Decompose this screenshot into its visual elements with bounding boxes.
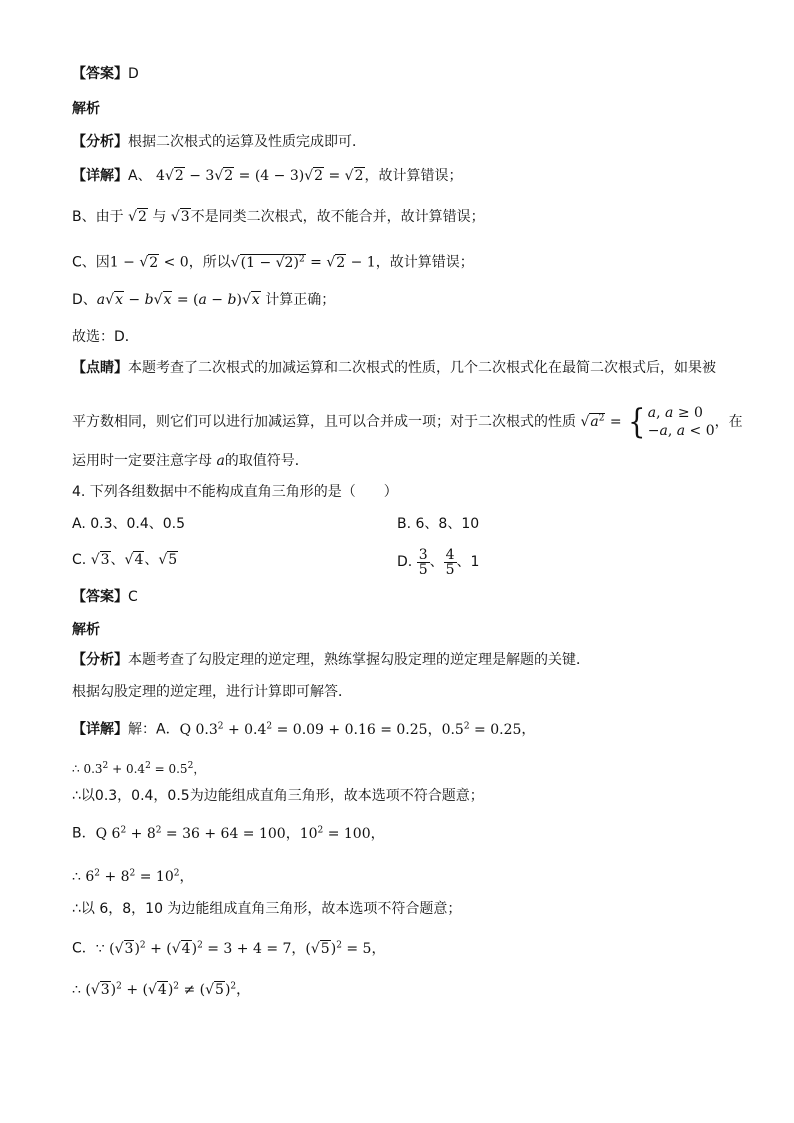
formula-d: a√x − b√x = (a − b)√x [96, 292, 260, 308]
fenxi-tag: 【分析】 [72, 652, 128, 668]
formula-q4-a: Q $0.3^2 + 0.4^2 = 0.09 + 0.16 = 0.25$，$0.5^2 = 0.25$ [179, 721, 522, 738]
formula-q4-a2: ∴ $0.3^2 + 0.4^2 = 0.5^2$， [72, 761, 206, 776]
option-c: C. √3、√4、√5 [72, 552, 178, 568]
option-a: A. 0.3、0.4、0.5 [72, 516, 186, 532]
brace: { [628, 402, 646, 442]
formula-a: 4√2 − 3√2 = (4 − 3)√2 = √2 [156, 168, 364, 184]
cases: a, a ≥ 0 −a, a < 0 [647, 405, 715, 439]
sqrt3: √3 [170, 209, 190, 225]
analysis-heading: 解析 [72, 101, 100, 117]
line-q4-a4: ∴以0.3，0.4，0.5为边能组成直角三角形，故本选项不符合题意； [72, 788, 484, 804]
fenxi-text: 本题考查了勾股定理的逆定理，熟练掌握勾股定理的逆定理是解题的关键． [128, 652, 590, 668]
fenxi-line-q3 [72, 132, 366, 152]
formula-q4-b2: ∴ $6^2 + 8^2 = 10^2$， [72, 868, 194, 885]
option-b-mid: 与 [152, 209, 167, 225]
xiangjie-a-prefix: 解：A． [128, 721, 180, 738]
line-b [72, 207, 485, 227]
option-d-last: 1 [470, 554, 480, 570]
option-d: D. $\frac{3}{5}$ 、 $\frac{4}{5}$ 、1 [397, 546, 480, 578]
choose-line: 故选：D． [72, 329, 139, 345]
answer-line-q3 [72, 64, 139, 84]
formula-c1: 1 − √2 < 0 [109, 254, 189, 271]
answer-tag: 【答案】 [72, 66, 128, 82]
comma: ， [521, 721, 536, 738]
option-d-label: D. [397, 554, 413, 570]
line-d [72, 290, 335, 310]
sep: 、 [429, 554, 444, 570]
line-c-prefix: C． [72, 940, 96, 957]
line-c [72, 249, 474, 273]
formula-c2: $√(1 - √2)^2 = √2 - 1$ [230, 254, 376, 271]
fenxi-text: 根据二次根式的运算及性质完成即可． [128, 134, 366, 150]
fenxi-line-q4-2: 根据勾股定理的逆定理，进行计算即可解答． [72, 684, 352, 700]
answer-tag: 【答案】 [72, 589, 128, 605]
formula-q4-c2: ∴ $(√3)^2 + (√4)^2 \ne (√5)^2$， [72, 981, 251, 998]
option-c-mid: ，所以 [188, 254, 231, 271]
option-b-tail: 不是同类二次根式，故不能合并，故计算错误； [190, 209, 485, 225]
xiangjie-line-a [72, 166, 463, 186]
xiangjie-tag: 【详解】 [72, 168, 128, 184]
answer-value: C [128, 589, 138, 605]
line-q4-b [72, 820, 385, 844]
dianjing-text3: 运用时一定要注意字母 [72, 453, 212, 469]
option-c-tail: ，故计算错误； [375, 254, 474, 271]
option-d-prefix: D、 [72, 292, 97, 308]
dianjing-line3: 运用时一定要注意字母 a的取值符号． [72, 453, 309, 469]
dianjing-line1 [72, 358, 716, 378]
sqrt2: √2 [128, 209, 147, 225]
dianjing-tag: 【点睛】 [72, 360, 128, 376]
formula-q4-c: ∵ $(√3)^2 + (√4)^2 = 3 + 4 = 7$，$(√5)^2 = 5$， [95, 940, 386, 957]
option-a-prefix: A、 [128, 168, 152, 184]
line-b-prefix: B． [72, 825, 96, 842]
dianjing-text3-tail: 的取值符号． [224, 453, 309, 469]
option-a-tail: ，故计算错误； [364, 168, 463, 184]
analysis-heading-q4: 解析 [72, 622, 100, 638]
fenxi-tag: 【分析】 [72, 134, 128, 150]
option-d-tail: 计算正确； [265, 292, 336, 308]
dianjing-text1: 本题考查了二次根式的加减运算和二次根式的性质，几个二次根式化在最简二次根式后，如果被 [128, 360, 716, 376]
fenxi-line-q4 [72, 650, 590, 670]
dianjing-text2: 平方数相同，则它们可以进行加减运算，且可以合并成一项；对于二次根式的性质 [72, 414, 576, 430]
sep: 、 [110, 552, 125, 568]
dianjing-line2 [72, 404, 743, 440]
question-4-stem: 4. 下列各组数据中不能构成直角三角形的是（ ） [72, 484, 398, 500]
sep: 、 [456, 554, 471, 570]
answer-value: D [128, 66, 139, 82]
answer-line-q4 [72, 587, 138, 607]
option-c-label: C. [72, 552, 87, 568]
line-q4-b4: ∴以 6，8，10 为边能组成直角三角形，故本选项不符合题意； [72, 901, 462, 917]
option-b-prefix: B、由于 [72, 209, 124, 225]
line-q4-c [72, 935, 385, 959]
xiangjie-tag: 【详解】 [72, 721, 128, 738]
formula-q4-b: Q $6^2 + 8^2 = 36 + 64 = 100$，$10^2 = 100$， [95, 825, 385, 842]
sep: 、 [144, 552, 159, 568]
option-c-prefix: C、因 [72, 254, 110, 271]
xiangjie-line-q4-a [72, 716, 535, 740]
option-b: B. 6、8、10 [397, 516, 480, 532]
formula-property: $√a^2$ = [580, 413, 627, 430]
dianjing-text2-tail: ，在 [714, 414, 743, 430]
